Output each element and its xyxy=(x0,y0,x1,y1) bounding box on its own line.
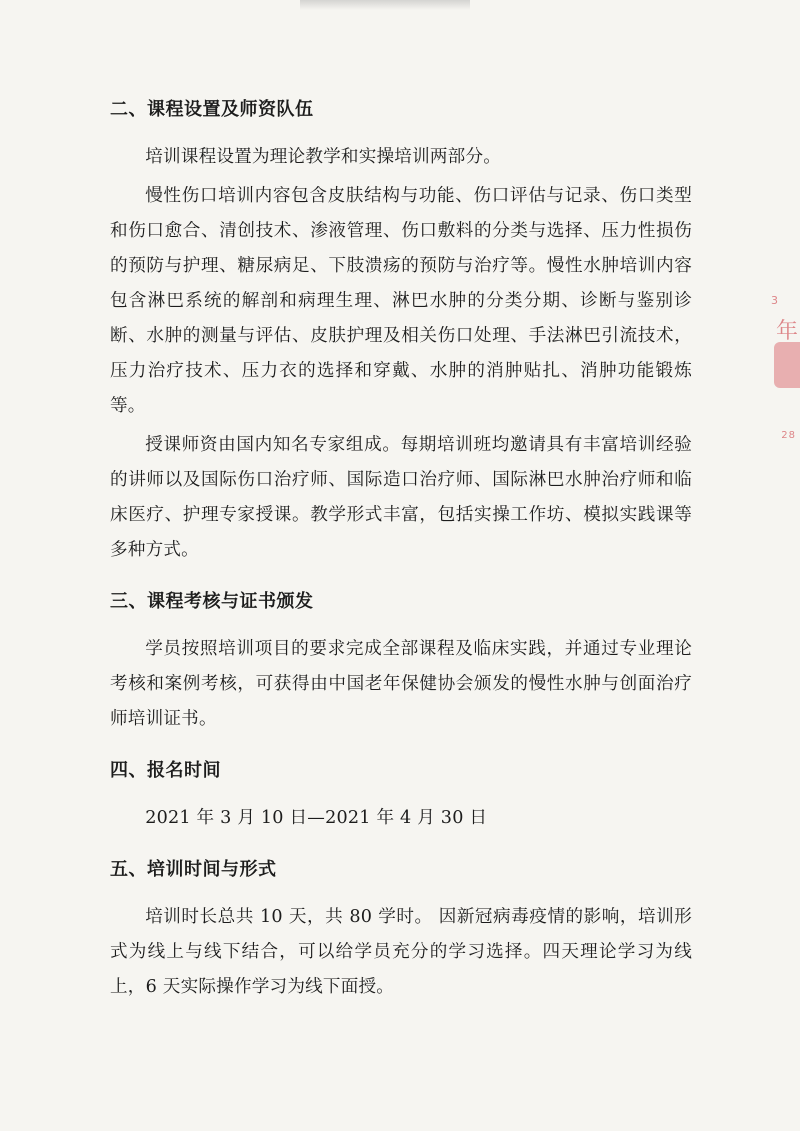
section-heading: 三、课程考核与证书颁发 xyxy=(110,591,314,612)
section-heading: 二、课程设置及师资队伍 xyxy=(110,99,314,120)
section-heading: 四、报名时间 xyxy=(110,760,221,781)
paragraph: 慢性伤口培训内容包含皮肤结构与功能、伤口评估与记录、伤口类型和伤口愈合、清创技术、渗液管理、伤口敷料的分类与选择、压力性损伤的预防与护理、糖尿病足、下肢溃疡的预防与治疗等。慢性水肿培训内容包含淋巴系统的解剖和病理生理、淋巴水肿的分类分期、诊断与鉴别诊断、水肿的测量与评估、皮肤护理及相关伤口处理、手法淋巴引流技术，压力治疗技术、压力衣的选择和穿戴、水肿的消肿贴扎、消肿功能锻炼等。 xyxy=(110,186,692,416)
seal-char: 28 xyxy=(781,430,796,441)
section-training-time-format xyxy=(110,858,692,1005)
seal-char: 3 xyxy=(771,294,778,307)
paragraph: 培训课程设置为理论教学和实操培训两部分。 xyxy=(145,147,502,167)
seal-stamp-mark xyxy=(774,342,800,388)
paragraph: 学员按照培训项目的要求完成全部课程及临床实践，并通过专业理论考核和案例考核，可获得由中国老年保健协会颁发的慢性水肿与创面治疗师培训证书。 xyxy=(110,639,692,729)
section-assessment-certificate xyxy=(110,590,692,737)
seal-char: 年 xyxy=(775,319,798,344)
seal-fragment xyxy=(764,280,800,480)
paragraph: 2021 年 3 月 10 日—2021 年 4 月 30 日 xyxy=(145,808,488,828)
top-edge-smudge xyxy=(300,0,470,10)
paragraph: 培训时长总共 10 天，共 80 学时。 因新冠病毒疫情的影响，培训形式为线上与线下结合，可以给学员充分的学习选择。四天理论学习为线上，6 天实际操作学习为线下面授。 xyxy=(110,907,692,997)
paragraph: 授课师资由国内知名专家组成。每期培训班均邀请具有丰富培训经验的讲师以及国际伤口治疗师、国际造口治疗师、国际淋巴水肿治疗师和临床医疗、护理专家授课。教学形式丰富，包括实操工作坊、模拟实践课等多种方式。 xyxy=(110,435,692,560)
section-course-setup xyxy=(110,98,692,568)
section-heading: 五、培训时间与形式 xyxy=(110,859,277,880)
section-registration-time xyxy=(110,759,692,836)
